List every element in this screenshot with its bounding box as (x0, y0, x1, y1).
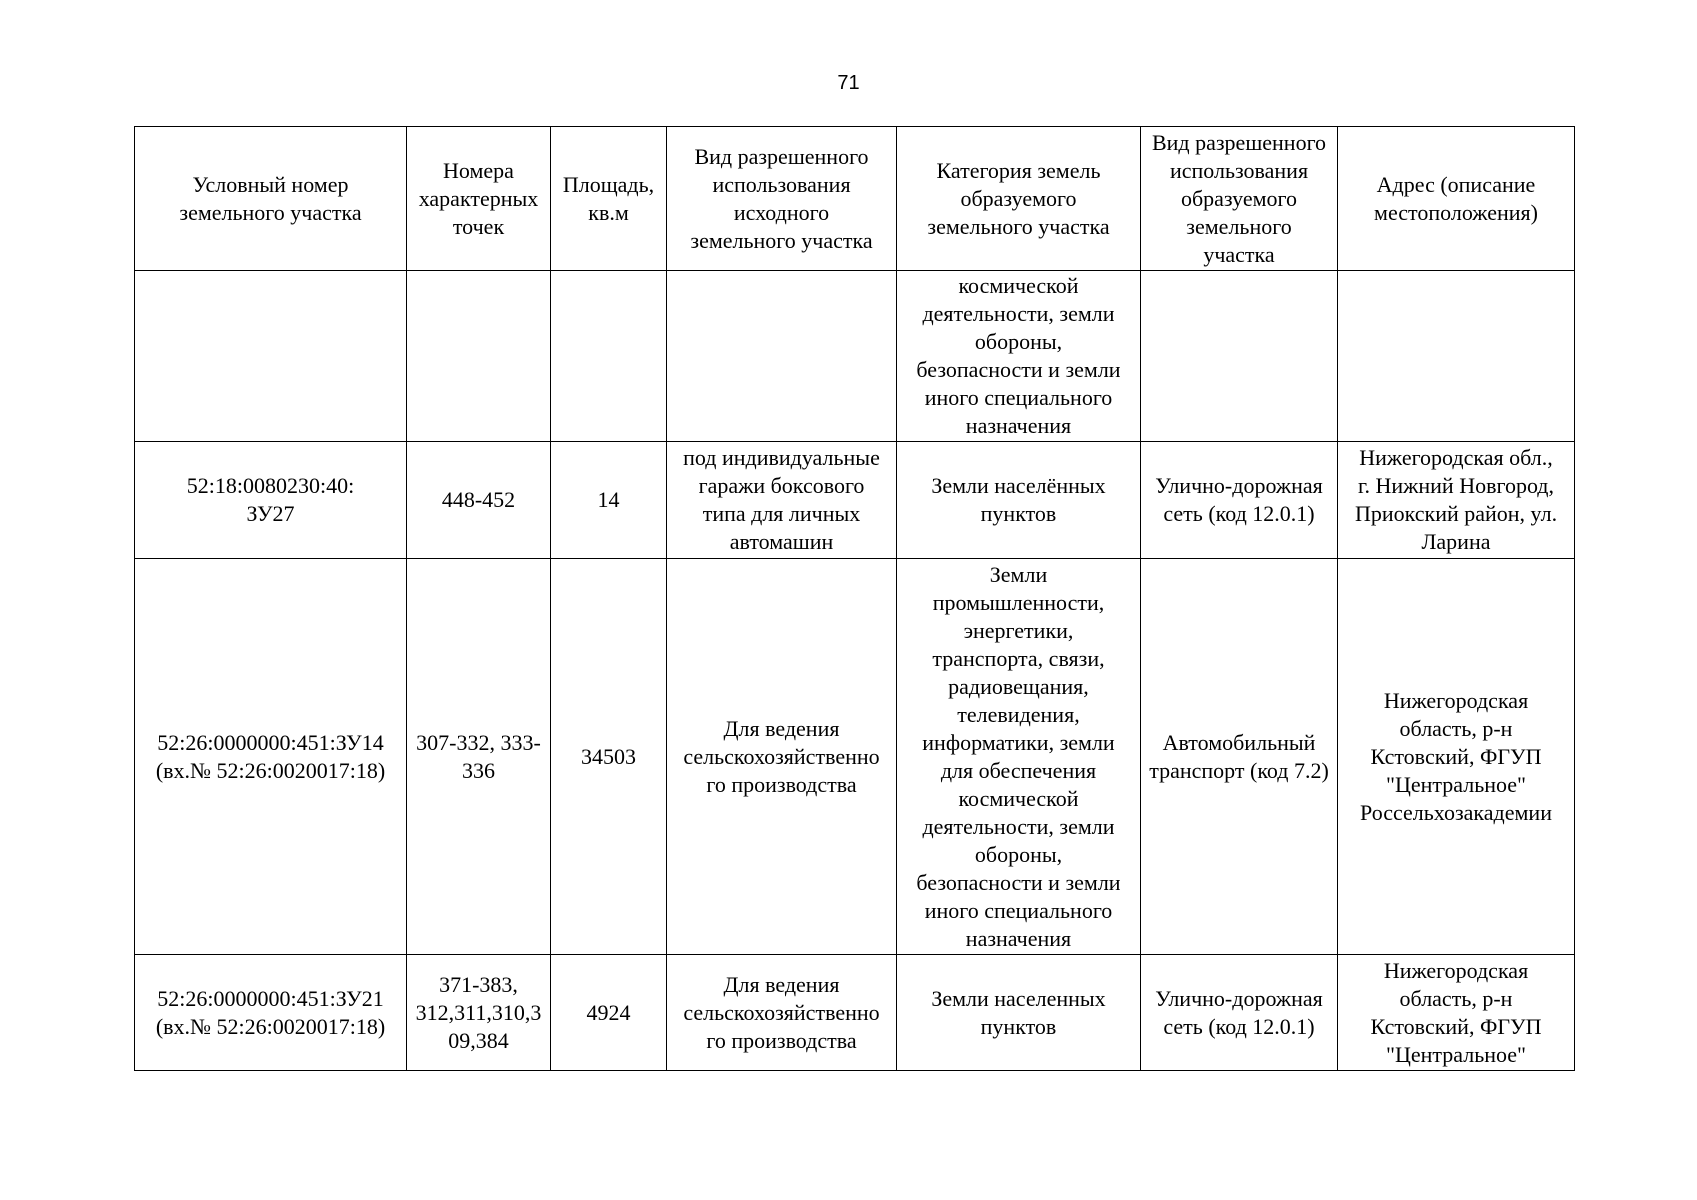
cell-area: 4924 (551, 955, 667, 1071)
page-number: 71 (837, 72, 860, 94)
cell-category: Земли населённых пунктов (897, 442, 1141, 559)
cell-area (551, 271, 667, 442)
cell-plot-number (135, 271, 407, 442)
header-category: Категория земель образуемого земельного участка (897, 127, 1141, 271)
cell-category: Земли промышленности, энергетики, транспорта, связи, радиовещания, телевидения, информатики, земли для обеспечения космической деятельности, земли обороны, безопасности и земли иного специального назначения (897, 559, 1141, 955)
header-plot-number: Условный номер земельного участка (135, 127, 407, 271)
cell-category: Земли населенных пунктов (897, 955, 1141, 1071)
table-row (135, 955, 1575, 1071)
table-header-row (135, 127, 1575, 271)
cell-plot-number: 52:26:0000000:451:ЗУ21 (вх.№ 52:26:0020017:18) (135, 955, 407, 1071)
cell-address: Нижегородская область, р-н Кстовский, ФГУП "Центральное" (1338, 955, 1575, 1071)
cell-points: 307-332, 333- 336 (407, 559, 551, 955)
cell-new-use (1141, 271, 1338, 442)
cell-points: 448-452 (407, 442, 551, 559)
cell-source-use: Для ведения сельскохозяйственно го производства (667, 559, 897, 955)
land-plots-table (134, 126, 1575, 1071)
cell-plot-number: 52:26:0000000:451:ЗУ14 (вх.№ 52:26:0020017:18) (135, 559, 407, 955)
cell-address: Нижегородская область, р-н Кстовский, ФГУП "Центральное" Россельхозакадемии (1338, 559, 1575, 955)
table-row (135, 271, 1575, 442)
cell-address (1338, 271, 1575, 442)
table-row (135, 559, 1575, 955)
header-source-use: Вид разрешенного использования исходного земельного участка (667, 127, 897, 271)
header-points: Номера характерных точек (407, 127, 551, 271)
cell-points (407, 271, 551, 442)
cell-category: космической деятельности, земли обороны, безопасности и земли иного специального назначения (897, 271, 1141, 442)
header-address: Адрес (описание местоположения) (1338, 127, 1575, 271)
cell-new-use: Улично-дорожная сеть (код 12.0.1) (1141, 442, 1338, 559)
cell-address: Нижегородская обл., г. Нижний Новгород, Приокский район, ул. Ларина (1338, 442, 1575, 559)
cell-source-use: под индивидуальные гаражи боксового типа для личных автомашин (667, 442, 897, 559)
cell-area: 34503 (551, 559, 667, 955)
cell-source-use: Для ведения сельскохозяйственно го производства (667, 955, 897, 1071)
cell-plot-number: 52:18:0080230:40: ЗУ27 (135, 442, 407, 559)
cell-points: 371-383, 312,311,310,3 09,384 (407, 955, 551, 1071)
table-row (135, 442, 1575, 559)
header-new-use: Вид разрешенного использования образуемого земельного участка (1141, 127, 1338, 271)
cell-new-use: Автомобильный транспорт (код 7.2) (1141, 559, 1338, 955)
header-area: Площадь, кв.м (551, 127, 667, 271)
cell-source-use (667, 271, 897, 442)
cell-area: 14 (551, 442, 667, 559)
cell-new-use: Улично-дорожная сеть (код 12.0.1) (1141, 955, 1338, 1071)
